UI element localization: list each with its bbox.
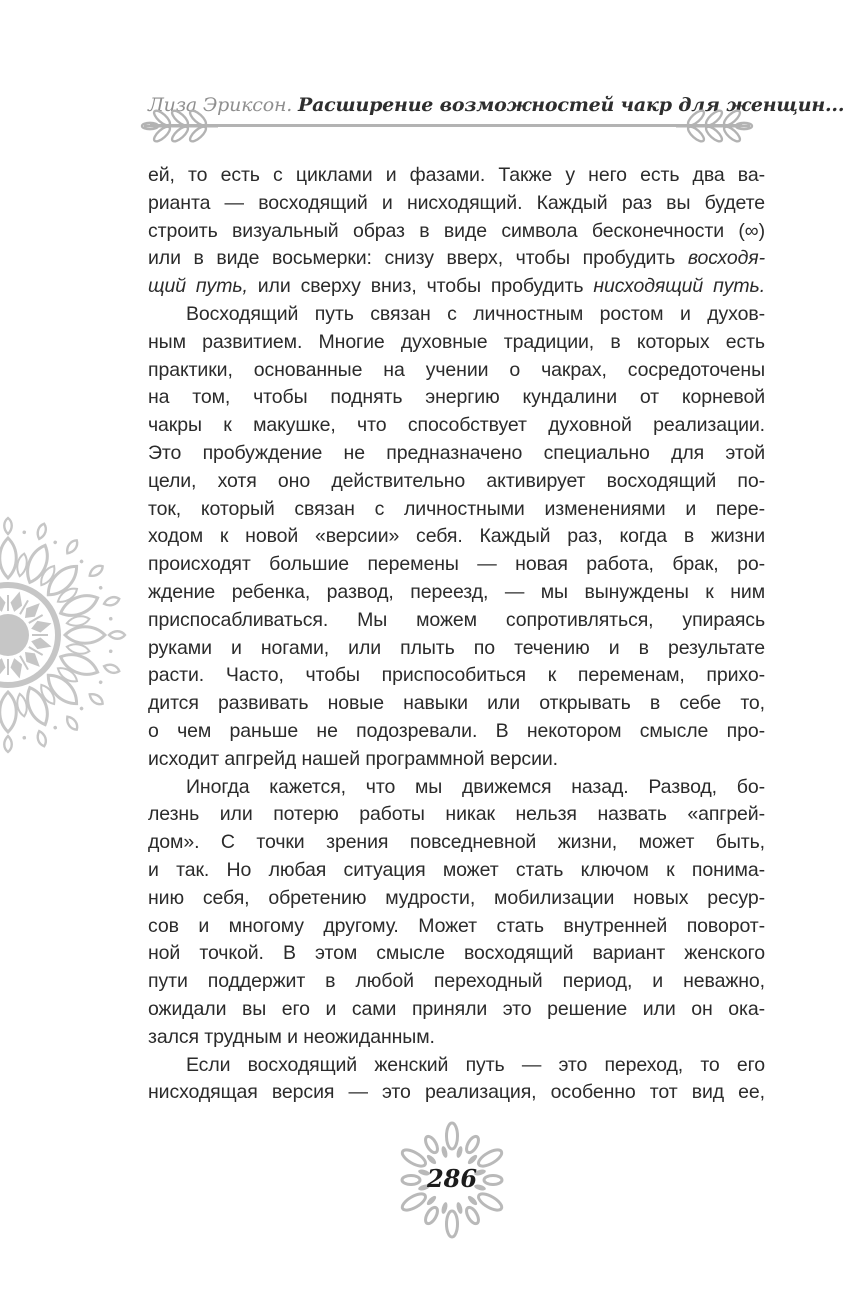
text-line: чакры к макушке, что способствует духовной реализации.	[148, 414, 765, 437]
text-line: Это пробуждение не предназначено специально для этой	[148, 441, 765, 464]
text-line: ходом к новой «версии» себя. Каждый раз, когда в жизни	[148, 525, 765, 548]
text-line: ожидали вы его и сами приняли это решение или он ока-	[148, 997, 765, 1020]
text-line: зался трудным и неожиданным.	[148, 1025, 435, 1048]
running-header	[148, 94, 845, 116]
page-number: 286	[426, 1164, 478, 1193]
text-line: дом». С точки зрения повседневной жизни, может быть,	[148, 831, 765, 854]
laurel-branch-icon	[140, 103, 220, 149]
text-line: нию себя, обретению мудрости, мобилизации новых ресур-	[148, 886, 765, 909]
text-line: руками и ногами, или плыть по течению и в результате	[148, 636, 765, 659]
text-line: ным развитием. Многие духовные традиции, в которых есть	[148, 330, 765, 353]
laurel-branch-icon	[674, 103, 754, 149]
mandala-icon	[0, 515, 128, 755]
text-line: Восходящий путь связан с личностным ростом и духов-	[186, 302, 765, 325]
text-line: ей, то есть с циклами и фазами. Также у него есть два ва-	[148, 164, 765, 186]
text-line: приспосабливаться. Мы можем сопротивляться, упираясь	[148, 608, 765, 631]
text-line: ток, который связан с личностными изменениями и пере-	[148, 497, 765, 520]
text-line: пути поддержит в любой переходный период, и неважно,	[148, 970, 765, 993]
text-line: исходит апгрейд нашей программной версии.	[148, 747, 558, 770]
body-text	[148, 162, 765, 1107]
text-line: Иногда кажется, что мы движемся назад. Развод, бо-	[186, 775, 765, 798]
text-line: на том, чтобы поднять энергию кундалини от корневой	[148, 386, 765, 409]
text-line: ждение ребенка, развод, переезд, — мы вынуждены к ним	[148, 580, 765, 603]
text-line: Если восходящий женский путь — это переход, то его	[186, 1053, 765, 1076]
header-author: Лиза Эриксон.	[148, 94, 293, 116]
text-line: дится развивать новые навыки или открывать в себе то,	[148, 692, 765, 715]
text-line: строить визуальный образ в виде символа бесконечности (∞)	[148, 219, 765, 242]
header-title: Расширение возможностей чакр для женщин...	[297, 94, 845, 116]
text-line: о чем раньше не подозревали. В некотором смысле про-	[148, 719, 765, 742]
text-line: рианта — восходящий и нисходящий. Каждый раз вы будете	[148, 191, 765, 214]
text-line: происходят большие перемены — новая работа, брак, ро-	[148, 553, 765, 576]
header-rule	[150, 124, 742, 127]
text-line: практики, основанные на учении о чакрах, сосредоточены	[148, 358, 765, 381]
text-line: сов и многому другому. Может стать внутренней поворот-	[148, 914, 765, 937]
text-line: или в виде восьмерки: снизу вверх, чтобы пробудить восходя-	[148, 247, 765, 270]
text-line: цели, хотя оно действительно активирует восходящий по-	[148, 469, 765, 492]
text-line: щий путь, или сверху вниз, чтобы пробудить нисходящий путь.	[148, 275, 766, 298]
text-line: лезнь или потерю работы никак нельзя назвать «апгрей-	[148, 803, 765, 826]
text-line: и так. Но любая ситуация может стать ключом к понима-	[148, 858, 765, 881]
text-line: ной точкой. В этом смысле восходящий вариант женского	[148, 942, 765, 965]
text-line: расти. Часто, чтобы приспособиться к переменам, прихо-	[148, 664, 765, 687]
text-line: нисходящая версия — это реализация, особенно тот вид ее,	[148, 1081, 765, 1104]
